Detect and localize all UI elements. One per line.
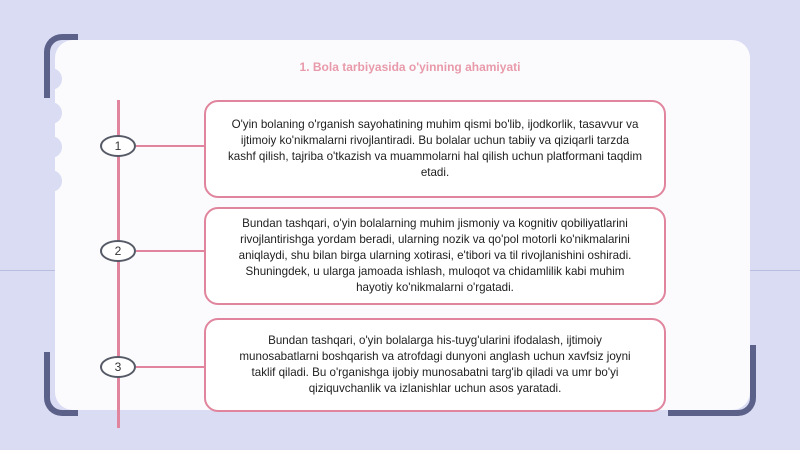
timeline-item-3-text: Bundan tashqari, o'yin bolalarga his-tuyg'ularini ifodalash, ijtimoiy munosabatlarni boshqarish va atrofdagi dunyoni anglash uchun xavfsiz joyni taklif qiladi. Bu o'rganishga ijobiy munosabatni targ'ib qiladi va umr bo'yi qiziquvchanlik va izlanishlar uchun asos yaratadi. bbox=[239, 334, 631, 395]
timeline-node-1: 1 bbox=[100, 135, 136, 157]
corner-bracket-bottom-right bbox=[668, 345, 756, 416]
card-notch bbox=[40, 136, 62, 158]
timeline-connector bbox=[136, 250, 204, 252]
timeline-item-1-text: O'yin bolaning o'rganish sayohatining muhim qismi bo'lib, ijodkorlik, tasavvur va ijtimoiy ko'nikmalarni rivojlantiradi. Bu bolalar uchun tabiiy va qiziqarli tarzda kashf qilish, tajriba o'tkazish va muammolarni hal qilish uchun platformani taqdim etadi. bbox=[228, 118, 642, 179]
background-divider-left bbox=[0, 270, 60, 271]
timeline-item-2-text: Bundan tashqari, o'yin bolalarning muhim jismoniy va kognitiv qobiliyatlarini rivojlantirishga yordam beradi, ularning nozik va qo'pol motorli ko'nikmalarini aniqlaydi, shu bilan birga ularning xotirasi, e'tibori va til rivojlanishini oshiradi. Shuningdek, u ularga jamoada ishlash, muloqot va chidamlilik kabi muhim hayotiy ko'nikmalarni o'rgatadi. bbox=[238, 217, 632, 294]
timeline-item-3-box bbox=[204, 318, 666, 412]
timeline-node-3: 3 bbox=[100, 356, 136, 378]
corner-bracket-bottom-left bbox=[44, 352, 78, 416]
card-notch bbox=[40, 102, 62, 124]
card-notch bbox=[40, 170, 62, 192]
slide-title: 1. Bola tarbiyasida o'yinning ahamiyati bbox=[299, 60, 521, 74]
timeline-connector bbox=[136, 145, 204, 147]
timeline-item-1-box bbox=[204, 100, 666, 198]
timeline-item-2-box bbox=[204, 207, 666, 305]
corner-bracket-top-left bbox=[44, 34, 78, 98]
timeline-node-2: 2 bbox=[100, 240, 136, 262]
timeline-connector bbox=[136, 366, 204, 368]
